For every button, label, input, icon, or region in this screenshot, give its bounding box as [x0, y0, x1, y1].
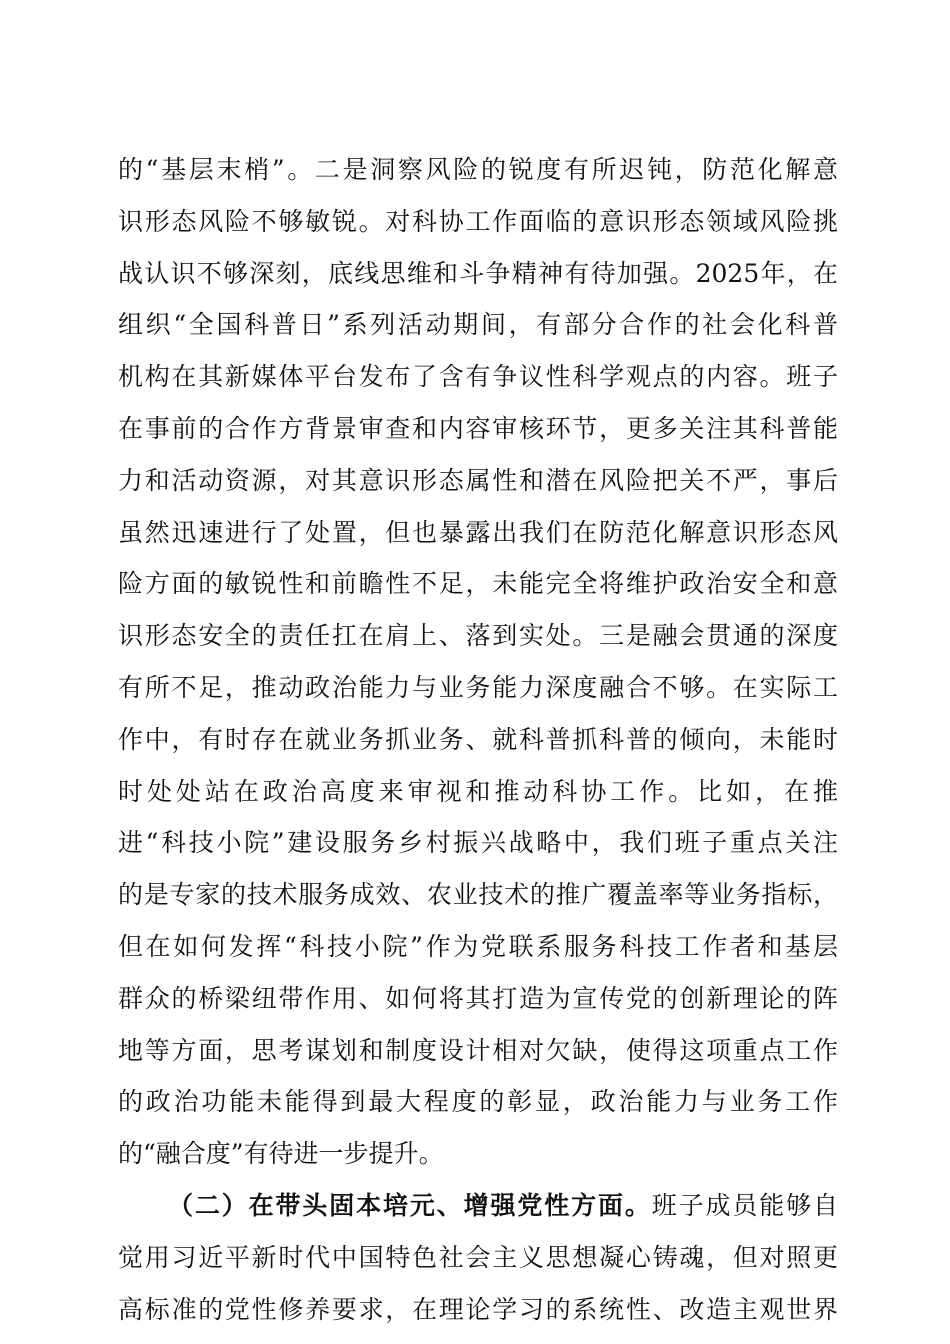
text-line-3: 战认识不够深刻，底线思维和斗争精神有待加强。2025年，在: [118, 258, 838, 288]
text-line-8: 虽然迅速进行了处置，但也暴露出我们在防范化解意识形态风: [118, 517, 838, 547]
text-line-12: 作中，有时存在就业务抓业务、就科普抓科普的倾向，未能时: [118, 724, 838, 754]
text-line-2: 识形态风险不够敏锐。对科协工作面临的意识形态领域风险挑: [118, 206, 838, 236]
section-two-line-3: 高标准的党性修养要求，在理论学习的系统性、改造主观世界: [118, 1294, 838, 1324]
text-line-9: 险方面的敏锐性和前瞻性不足，未能完全将维护政治安全和意: [118, 569, 838, 599]
section-two-heading: （二）在带头固本培元、增强党性方面。: [168, 1190, 652, 1220]
text-line-19: 的政治功能未能得到最大程度的彰显，政治能力与业务工作: [118, 1087, 838, 1117]
text-line-4: 组织“全国科普日”系列活动期间，有部分合作的社会化科普: [118, 310, 838, 340]
section-two-line-2: 觉用习近平新时代中国特色社会主义思想凝心铸魂，但对照更: [118, 1242, 838, 1272]
text-line-13: 时处处站在政治高度来审视和推动科协工作。比如，在推: [118, 776, 838, 806]
text-line-14: 进“科技小院”建设服务乡村振兴战略中，我们班子重点关注: [118, 828, 838, 858]
text-line-10: 识形态安全的责任扛在肩上、落到实处。三是融会贯通的深度: [118, 621, 838, 651]
text-line-16: 但在如何发挥“科技小院”作为党联系服务科技工作者和基层: [118, 931, 838, 961]
text-line-11: 有所不足，推动政治能力与业务能力深度融合不够。在实际工: [118, 672, 838, 702]
text-line-20: 的“融合度”有待进一步提升。: [118, 1139, 444, 1169]
text-line-15: 的是专家的技术服务成效、农业技术的推广覆盖率等业务指标，: [118, 880, 838, 910]
text-line-5: 机构在其新媒体平台发布了含有争议性科学观点的内容。班子: [118, 362, 838, 392]
text-line-17: 群众的桥梁纽带作用、如何将其打造为宣传党的创新理论的阵: [118, 983, 838, 1013]
section-two-first-line-rest: 班子成员能够自: [651, 1190, 838, 1220]
section-two-first-line: [118, 1180, 838, 1232]
text-line-18: 地等方面，思考谋划和制度设计相对欠缺，使得这项重点工作: [118, 1035, 838, 1065]
text-line-1: 的“基层末梢”。二是洞察风险的锐度有所迟钝，防范化解意: [118, 155, 838, 184]
body-text: [118, 144, 838, 1335]
text-line-7: 力和活动资源，对其意识形态属性和潜在风险把关不严，事后: [118, 465, 838, 495]
text-line-6: 在事前的合作方背景审查和内容审核环节，更多关注其科普能: [118, 413, 838, 443]
